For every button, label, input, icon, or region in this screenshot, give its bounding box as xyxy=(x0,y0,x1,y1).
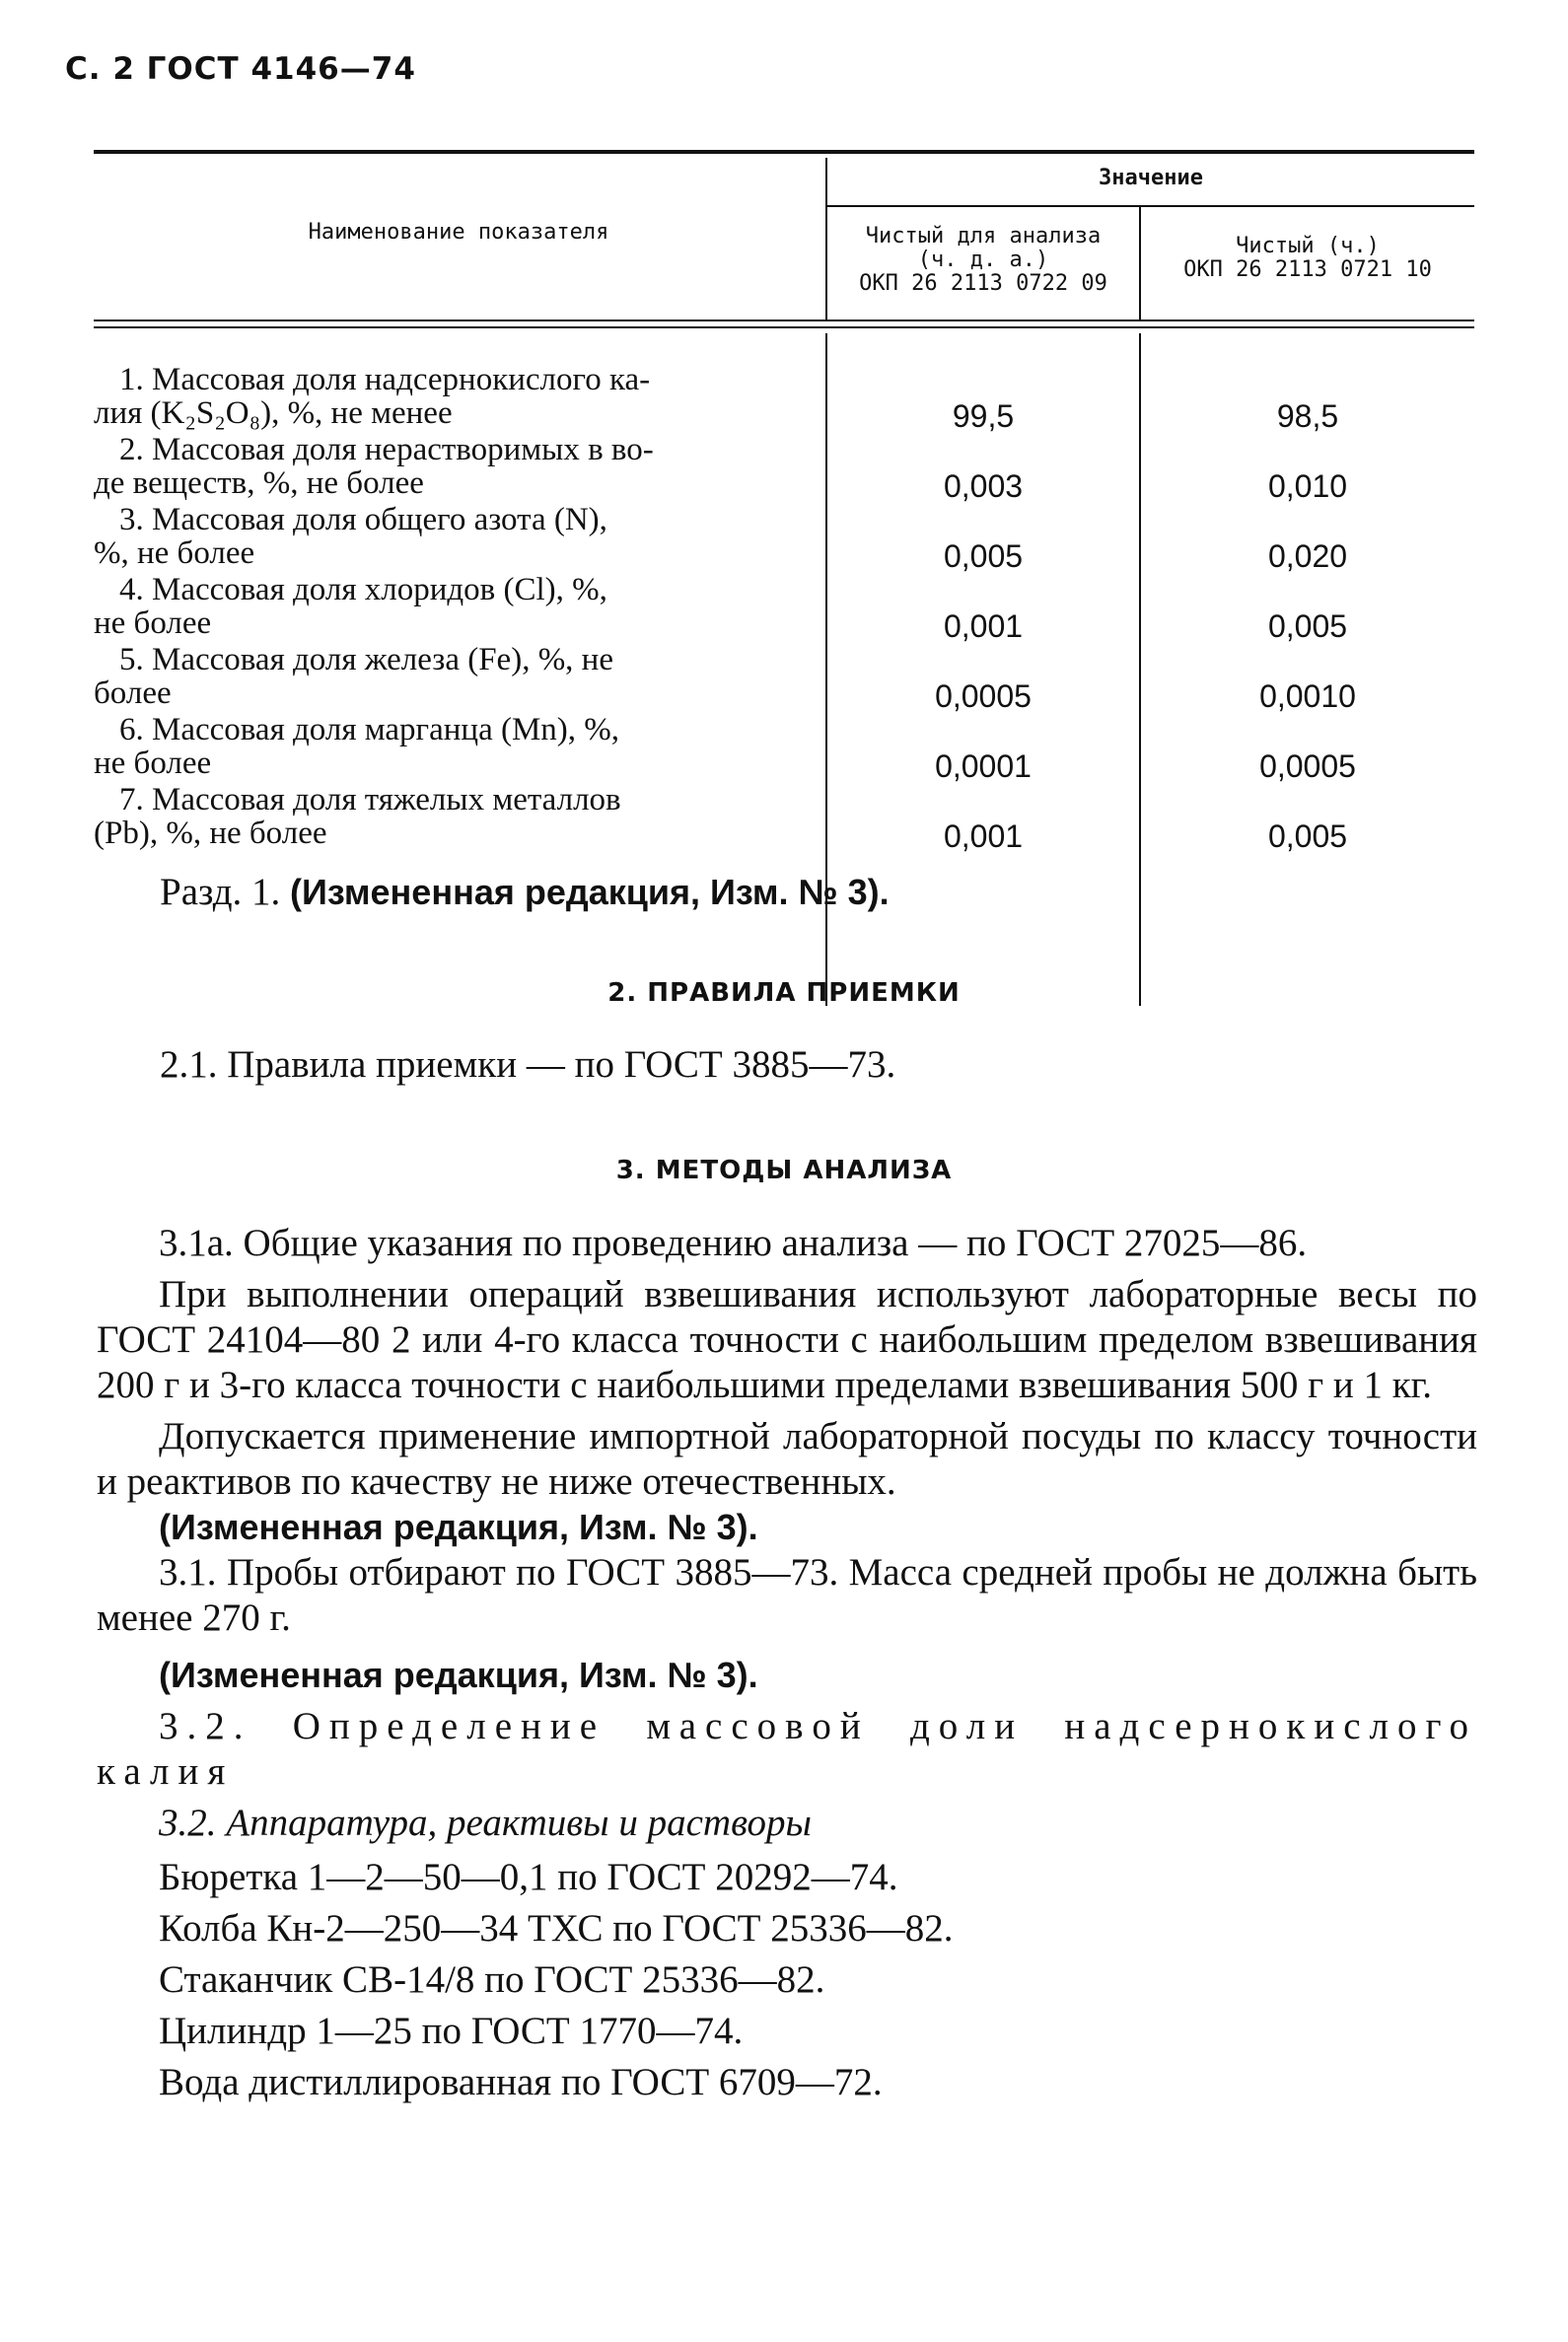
grade2-line1: Чистый (ч.) xyxy=(1236,234,1380,258)
para-general: 3.1а. Общие указания по проведению анализа — по ГОСТ 27025—86. xyxy=(159,1222,1308,1264)
row-value-analytical: 0,005 xyxy=(943,538,1024,574)
table-top-rule xyxy=(94,150,1474,154)
column-header-grade-pure xyxy=(1141,235,1474,282)
grade1-line3: ОКП 26 2113 0722 09 xyxy=(859,271,1107,296)
para-apparatus-heading: 3.2. Аппаратура, реактивы и растворы xyxy=(159,1802,812,1844)
note-text: (Измененная редакция, Изм. № 3). xyxy=(290,872,890,912)
header-bottom-rule xyxy=(94,319,1474,321)
amendment-note: (Измененная редакция, Изм. № 3). xyxy=(159,1655,758,1695)
page-header: С. 2 ГОСТ 4146—74 xyxy=(65,51,416,87)
column-header-value: Значение xyxy=(1099,166,1203,190)
para-determination: 3.2. Определение массовой доли надсернокислого калия xyxy=(97,1705,1477,1793)
list-item: Вода дистиллированная по ГОСТ 6709—72. xyxy=(159,2061,883,2103)
row-name: 6. Массовая доля марганца (Mn), %, не более xyxy=(94,712,620,781)
para-sampling: 3.1. Пробы отбирают по ГОСТ 3885—73. Масса средней пробы не должна быть менее 270 г. xyxy=(97,1551,1477,1639)
list-item: Цилиндр 1—25 по ГОСТ 1770—74. xyxy=(159,2010,744,2052)
table-row xyxy=(94,433,1474,503)
list-item: Бюретка 1—2—50—0,1 по ГОСТ 20292—74. xyxy=(159,1856,898,1898)
row-value-analytical: 0,0001 xyxy=(935,748,1032,784)
row-value-pure: 0,010 xyxy=(1267,468,1348,504)
row-value-pure: 0,0005 xyxy=(1259,748,1356,784)
table-row xyxy=(94,363,1474,433)
header-bottom-rule-2 xyxy=(94,326,1474,328)
table-row xyxy=(94,573,1474,643)
apparatus-list xyxy=(159,1852,1477,2108)
amendment-note: (Измененная редакция, Изм. № 3). xyxy=(159,1507,758,1547)
row-name: 7. Массовая доля тяжелых металлов (Pb), %, не более xyxy=(94,782,621,851)
row-name: 1. Массовая доля надсернокислого ка- лия (K₂S₂O₈), %, не менее xyxy=(94,362,651,431)
list-item: Стаканчик СВ-14/8 по ГОСТ 25336—82. xyxy=(159,1958,825,2001)
value-header-rule xyxy=(825,205,1474,207)
grade2-line2: ОКП 26 2113 0721 10 xyxy=(1183,257,1432,282)
section1-amendment-note xyxy=(160,870,1540,915)
row-name: 5. Массовая доля железа (Fe), %, не более xyxy=(94,642,613,711)
section-3-body xyxy=(97,1221,1477,2108)
row-name: 3. Массовая доля общего азота (N), %, не более xyxy=(94,502,607,571)
table-row xyxy=(94,713,1474,783)
column-header-grade-analytical xyxy=(827,225,1139,296)
section-2-title: 2. ПРАВИЛА ПРИЕМКИ xyxy=(607,978,961,1008)
section-3-title: 3. МЕТОДЫ АНАЛИЗА xyxy=(615,1156,953,1185)
grade1-line2: (ч. д. а.) xyxy=(917,248,1049,272)
row-value-analytical: 0,003 xyxy=(943,468,1024,504)
row-value-pure: 0,0010 xyxy=(1259,678,1356,714)
row-value-analytical: 99,5 xyxy=(952,398,1015,434)
column-header-name: Наименование показателя xyxy=(308,220,609,245)
row-value-pure: 98,5 xyxy=(1276,398,1339,434)
row-value-pure: 0,005 xyxy=(1267,818,1348,854)
section-2-paragraph: 2.1. Правила приемки — по ГОСТ 3885—73. xyxy=(160,1043,896,1086)
row-value-pure: 0,005 xyxy=(1267,608,1348,644)
row-value-analytical: 0,001 xyxy=(943,608,1024,644)
note-prefix: Разд. 1. xyxy=(160,871,291,913)
table-row xyxy=(94,783,1474,853)
list-item: Колба Кн-2—250—34 ТХС по ГОСТ 25336—82. xyxy=(159,1907,954,1950)
row-value-pure: 0,020 xyxy=(1267,538,1348,574)
row-name: 4. Массовая доля хлоридов (Cl), %, не более xyxy=(94,572,607,641)
table-row xyxy=(94,503,1474,573)
para-weighing: При выполнении операций взвешивания используют лабораторные весы по ГОСТ 24104—80 2 или 4-го класса точности с наибольшим пределом взвешивания 200 г и 3-го класса точности с наибольшими пределами взвешивания 500 г и 1 кг. xyxy=(97,1273,1477,1406)
para-imported-ware: Допускается применение импортной лабораторной посуды по классу точности и реактивов по качеству не ниже отечественных. xyxy=(97,1415,1477,1503)
grade1-line1: Чистый для анализа xyxy=(865,224,1102,248)
row-value-analytical: 0,001 xyxy=(943,818,1024,854)
row-value-analytical: 0,0005 xyxy=(935,678,1032,714)
row-name: 2. Массовая доля нерастворимых в во- де веществ, %, не более xyxy=(94,432,654,501)
table-row xyxy=(94,643,1474,713)
